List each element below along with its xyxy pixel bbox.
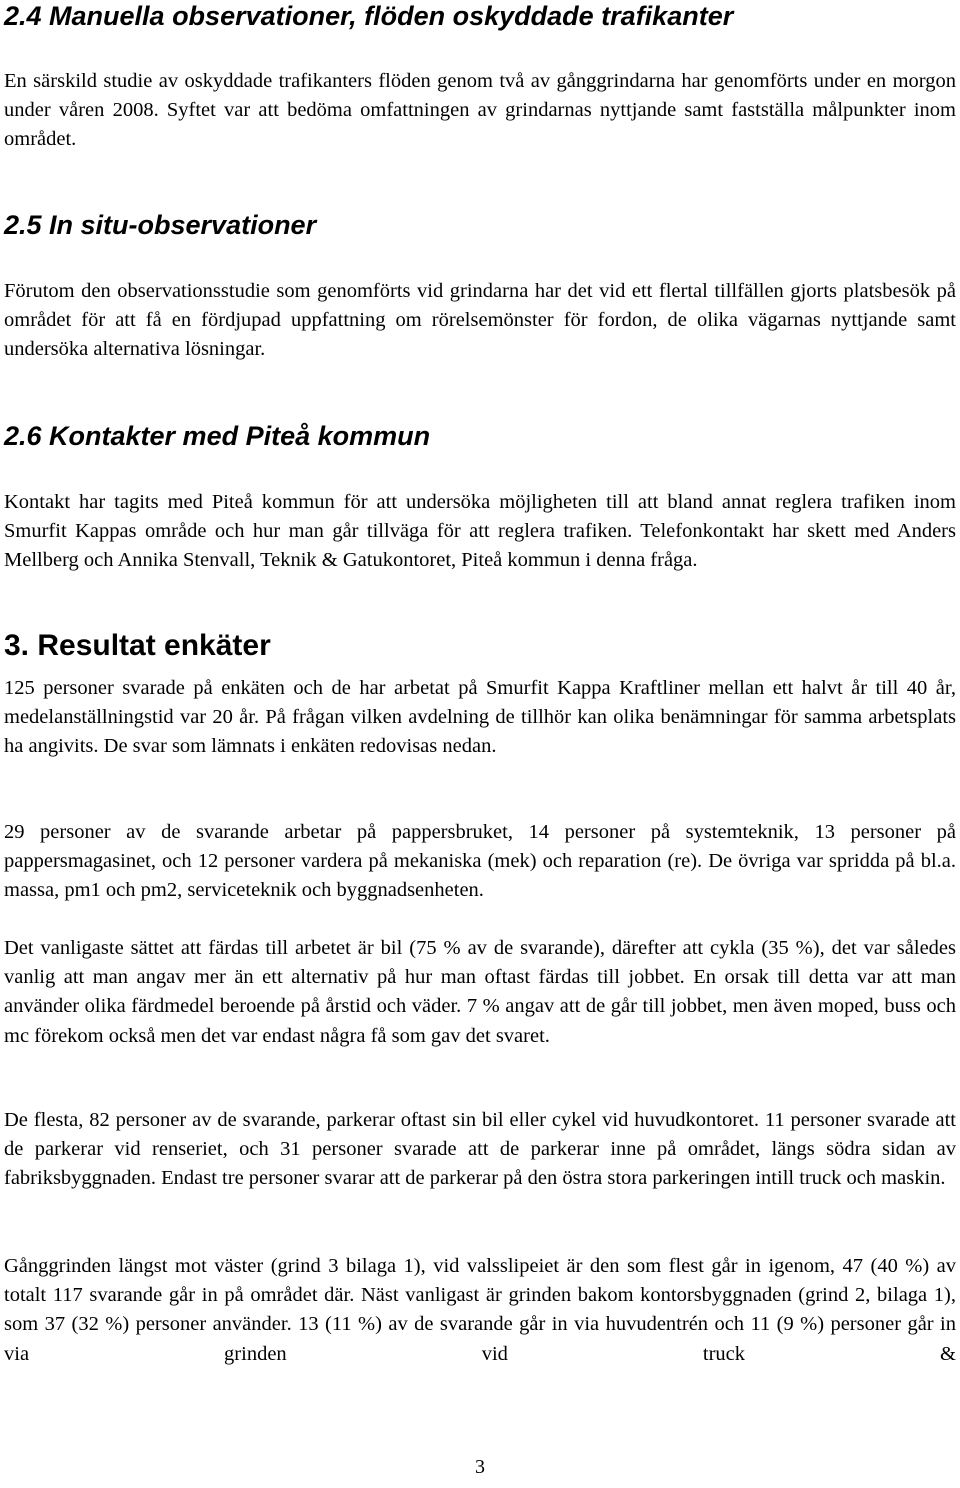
page-number: 3 — [475, 1456, 485, 1478]
paragraph-3-4: De flesta, 82 personer av de svarande, parkerar oftast sin bil eller cykel vid huvudkontoret. 11 personer svarade att de parkerar vid renseriet, och 31 personer svarade att de parkerar inne på området, längs södra sidan av fabriksbyggnaden. Endast tre personer svarar att de parkerar på den östra stora parkeringen intill truck och maskin. — [4, 1109, 956, 1190]
paragraph-3-1: 125 personer svarade på enkäten och de har arbetat på Smurfit Kappa Kraftliner mellan ett halvt år till 40 år, medelanställningstid var 20 år. På frågan vilken avdelning de tillhör kan olika benämningar för samma arbetsplats ha angivits. De svar som lämnats i enkäten redovisas nedan. — [4, 677, 956, 758]
paragraph-2-6: Kontakt har tagits med Piteå kommun för att undersöka möjligheten till att bland annat reglera trafiken inom Smurfit Kappas område och hur man går tillväga för att reglera trafiken. Telefonkontakt har skett med Anders Mellberg och Annika Stenvall, Teknik & Gatukontoret, Piteå kommun i denna fråga. — [4, 491, 956, 572]
section-heading-2-5: 2.5 In situ-observationer — [4, 210, 317, 240]
paragraph-3-5: Gånggrinden längst mot väster (grind 3 bilaga 1), vid valsslipeiet är den som flest går in igenom, 47 (40 %) av totalt 117 svarande går in på området där. Näst vanligast är grinden bakom kontorsbyggnaden (grind 2, bilaga 1), som 37 (32 %) personer använder. 13 (11 %) av de svarande går in via huvudentrén och 11 (9 %) personer går in via grinden vid truck & — [4, 1255, 956, 1365]
paragraph-2-4: En särskild studie av oskyddade trafikanters flöden genom två av gånggrindarna har genomförts under en morgon under våren 2008. Syftet var att bedöma omfattningen av grindarnas nyttjande samt fastställa målpunkter inom området. — [4, 70, 956, 151]
section-heading-3: 3. Resultat enkäter — [4, 629, 271, 662]
paragraph-2-5: Förutom den observationsstudie som genomförts vid grindarna har det vid ett flertal tillfällen gjorts platsbesök på området för att få en fördjupad uppfattning om rörelsemönster för fordon, de olika vägarnas nyttjande samt undersöka alternativa lösningar. — [4, 280, 956, 361]
section-heading-2-6: 2.6 Kontakter med Piteå kommun — [4, 421, 431, 451]
section-heading-2-4: 2.4 Manuella observationer, flöden oskyddade trafikanter — [4, 1, 734, 31]
paragraph-3-3: Det vanligaste sättet att färdas till arbetet är bil (75 % av de svarande), därefter att cykla (35 %), det var således vanlig att man angav mer än ett alternativ på hur man oftast färdas till jobbet. En orsak till detta var att man använder olika färdmedel beroende på årstid och väder. 7 % angav att de går till jobbet, men även moped, buss och mc förekom också men det var endast några få som gav det svaret. — [4, 937, 956, 1047]
paragraph-3-2: 29 personer av de svarande arbetar på pappersbruket, 14 personer på systemteknik, 13 personer på pappersmagasinet, och 12 personer vardera på mekaniska (mek) och reparation (re). De övriga var spridda på bl.a. massa, pm1 och pm2, serviceteknik och byggnadsenheten. — [4, 821, 956, 902]
